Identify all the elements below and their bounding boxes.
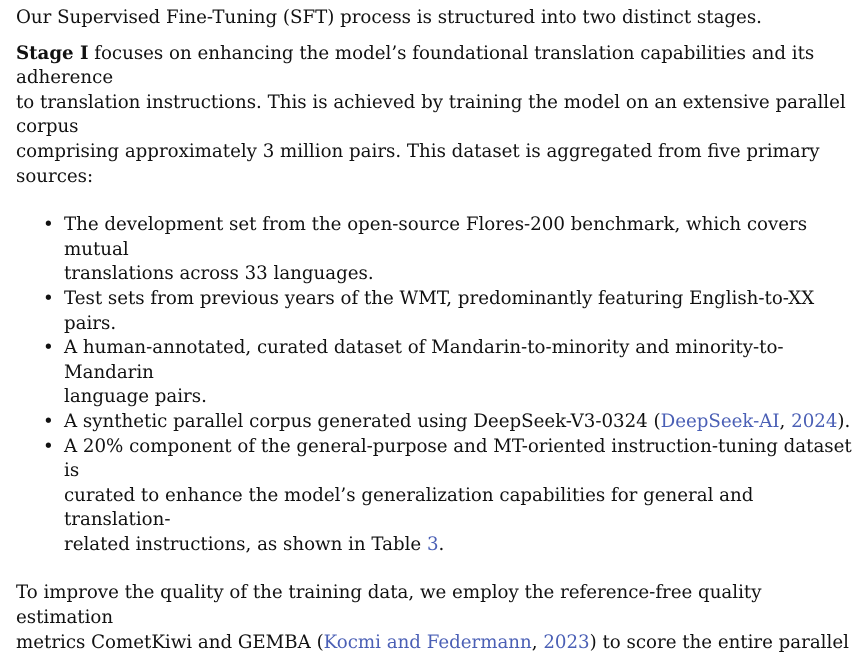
- citation-link-deepseek[interactable]: DeepSeek-AI: [660, 410, 780, 432]
- source-3-line1: A human-annotated, curated dataset of Mandarin-to-minority and minority-to-Mandarin: [64, 337, 784, 383]
- source-4-post: ).: [837, 410, 851, 432]
- bullet-icon: •: [43, 435, 54, 457]
- citation-year-link-kocmi[interactable]: 2023: [543, 631, 590, 653]
- sources-list: [16, 213, 855, 557]
- stage1-label: Stage I: [16, 42, 89, 64]
- list-item: [43, 213, 855, 287]
- stage1-paragraph: [16, 42, 855, 190]
- citation-link-kocmi[interactable]: Kocmi and Federmann: [323, 631, 532, 653]
- list-item: [43, 336, 855, 410]
- table-reference-link[interactable]: 3: [426, 533, 439, 555]
- source-5-line2: curated to enhance the model’s generalization capabilities for general and translation-: [64, 484, 754, 531]
- source-5-line3-pre: related instructions, as shown in Table: [64, 533, 427, 555]
- intro-paragraph: [16, 6, 855, 31]
- citation-separator: ,: [531, 631, 544, 653]
- source-3-line2: language pairs.: [64, 386, 207, 408]
- bullet-icon: •: [43, 337, 54, 359]
- citation-separator: ,: [779, 410, 792, 432]
- source-2-line1: Test sets from previous years of the WMT, predominantly featuring English-to-XX pairs.: [64, 287, 815, 334]
- source-5-line1: A 20% component of the general-purpose and MT-oriented instruction-tuning dataset is: [64, 435, 852, 482]
- quality-paragraph: [16, 581, 855, 655]
- source-1-line1: The development set from the open-source Flores-200 benchmark, which covers mutual: [64, 214, 808, 260]
- quality-line2-post: ) to score the entire parallel: [589, 631, 849, 653]
- source-5-line3-post: .: [438, 533, 445, 555]
- stage1-line2: to translation instructions. This is achieved by training the model on an extensive parallel corpus: [16, 91, 846, 138]
- quality-line1: To improve the quality of the training data, we employ the reference-free quality estimation: [16, 582, 762, 629]
- bullet-icon: •: [43, 287, 54, 309]
- stage1-line3: comprising approximately 3 million pairs. This dataset is aggregated from five primary sources:: [16, 140, 820, 187]
- bullet-icon: •: [43, 214, 54, 236]
- quality-line2-pre: metrics CometKiwi and GEMBA (: [16, 631, 324, 653]
- list-item: [43, 410, 855, 435]
- bullet-icon: •: [43, 410, 54, 432]
- stage1-line1: focuses on enhancing the model’s foundational translation capabilities and its adherence: [16, 42, 815, 89]
- list-item: [43, 287, 855, 336]
- source-4-pre: A synthetic parallel corpus generated using DeepSeek-V3-0324 (: [64, 410, 661, 432]
- source-1-line2: translations across 33 languages.: [64, 263, 374, 285]
- citation-year-link-deepseek[interactable]: 2024: [791, 410, 838, 432]
- list-item: [43, 435, 855, 558]
- intro-text: Our Supervised Fine-Tuning (SFT) process is structured into two distinct stages.: [16, 7, 762, 28]
